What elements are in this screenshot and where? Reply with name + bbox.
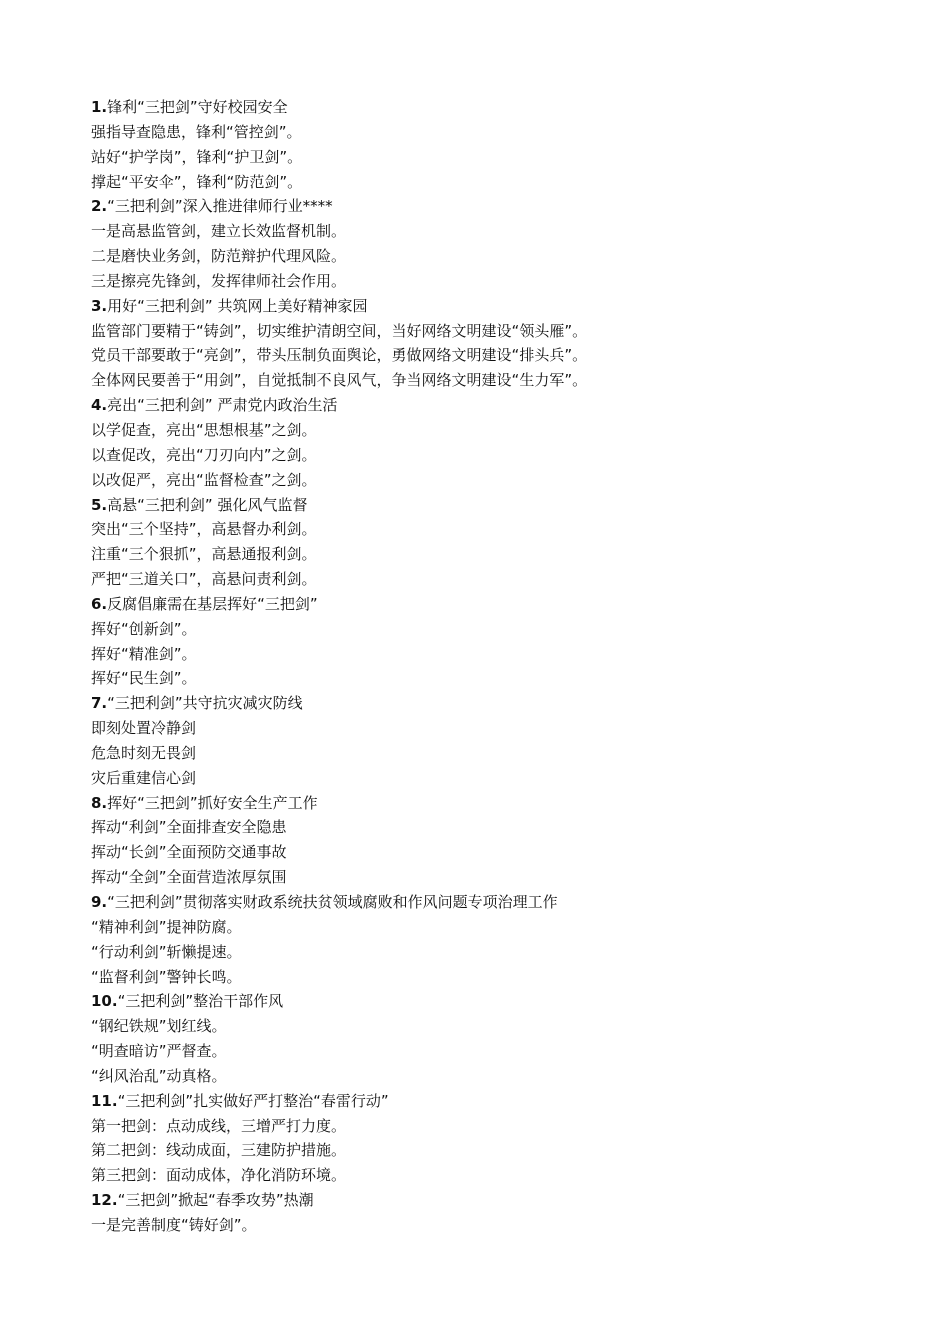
section-title: 挥好“三把剑”抓好安全生产工作 <box>107 793 318 812</box>
section-line: 灾后重建信心剑 <box>91 768 197 787</box>
section-number: 9. <box>91 893 108 911</box>
section-title: “三把利剑”共守抗灾减灾防线 <box>107 694 303 713</box>
section-line: “精神利剑”提神防腐。 <box>91 917 242 936</box>
section-line: 挥动“长剑”全面预防交通事故 <box>91 843 287 862</box>
section-line: 突出“三个坚持”，高悬督办利剑。 <box>91 520 317 539</box>
section-line: 第二把剑：线动成面，三建防护措施。 <box>91 1141 347 1160</box>
section-number: 5. <box>91 495 108 514</box>
section-line: 党员干部要敢于“亮剑”，带头压制负面舆论，勇做网络文明建设“排头兵”。 <box>91 346 588 365</box>
section-number: 3. <box>91 296 108 315</box>
section-line: 站好“护学岗”，锋利“护卫剑”。 <box>91 147 303 166</box>
section-number: 11. <box>91 1091 118 1110</box>
section-line: 第三把剑：面动成体，净化消防环境。 <box>91 1166 347 1185</box>
section-heading <box>91 989 891 1014</box>
section-line: 以学促查，亮出“思想根基”之剑。 <box>91 420 317 439</box>
section-line: 注重“三个狠抓”，高悬通报利剑。 <box>91 545 317 564</box>
section-line: 以查促改，亮出“刀刃向内”之剑。 <box>91 445 317 464</box>
section-line: 挥好“精准剑”。 <box>91 644 197 663</box>
section-heading <box>91 1089 891 1114</box>
section-heading <box>91 791 891 816</box>
section-title: “三把利剑”贯彻落实财政系统扶贫领域腐败和作风问题专项治理工作 <box>107 893 558 911</box>
section-line: 挥动“利剑”全面排查安全隐患 <box>91 818 287 837</box>
section-heading <box>91 194 891 219</box>
section-heading <box>91 95 891 120</box>
section-line: 三是擦亮先锋剑，发挥律师社会作用。 <box>91 271 347 290</box>
section-number: 7. <box>91 694 108 713</box>
section-line: 第一把剑：点动成线，三增严打力度。 <box>91 1116 347 1135</box>
section-heading <box>91 890 891 915</box>
section-title: 锋利“三把剑”守好校园安全 <box>107 98 288 116</box>
section-line: 危急时刻无畏剑 <box>91 743 197 762</box>
section-line: “明查暗访”严督查。 <box>91 1042 227 1061</box>
section-title: “三把利剑”扎实做好严打整治“春雷行动” <box>117 1091 389 1110</box>
section-line: 挥动“全剑”全面营造浓厚氛围 <box>91 868 287 887</box>
section-line: “纠风治乱”动真格。 <box>91 1066 227 1085</box>
section-line: 一是完善制度“铸好剑”。 <box>91 1215 257 1234</box>
section-heading <box>91 294 891 319</box>
section-title: 亮出“三把利剑” 严肃党内政治生活 <box>107 396 338 415</box>
document-body <box>91 95 891 1238</box>
section-number: 10. <box>91 992 118 1011</box>
section-line: “钢纪铁规”划红线。 <box>91 1017 227 1036</box>
section-line: 全体网民要善于“用剑”，自觉抵制不良风气，争当网络文明建设“生力军”。 <box>91 371 588 390</box>
section-number: 1. <box>91 98 108 116</box>
section-title: 用好“三把利剑” 共筑网上美好精神家园 <box>107 296 368 315</box>
section-title: “三把剑”掀起“春季攻势”热潮 <box>117 1191 314 1210</box>
section-title: “三把利剑”整治干部作风 <box>117 992 284 1011</box>
section-line: 挥好“创新剑”。 <box>91 619 197 638</box>
section-heading <box>91 493 891 518</box>
section-line: 严把“三道关口”，高悬问责利剑。 <box>91 570 317 589</box>
section-heading <box>91 1188 891 1213</box>
section-line: 撑起“平安伞”，锋利“防范剑”。 <box>91 172 303 191</box>
section-heading <box>91 691 891 716</box>
section-number: 12. <box>91 1191 118 1210</box>
section-line: 二是磨快业务剑，防范辩护代理风险。 <box>91 247 347 266</box>
section-line: 强指导查隐患，锋利“管控剑”。 <box>91 122 302 141</box>
section-number: 4. <box>91 396 108 415</box>
section-number: 2. <box>91 197 108 216</box>
section-line: 即刻处置冷静剑 <box>91 719 197 738</box>
section-line: 以改促严，亮出“监督检查”之剑。 <box>91 470 317 489</box>
section-line: 一是高悬监管剑，建立长效监督机制。 <box>91 222 347 241</box>
section-number: 8. <box>91 793 108 812</box>
section-heading <box>91 393 891 418</box>
section-line: 挥好“民生剑”。 <box>91 669 197 688</box>
section-title: “三把利剑”深入推进律师行业**** <box>107 197 333 216</box>
section-line: “行动利剑”斩懒提速。 <box>91 942 242 961</box>
section-title: 反腐倡廉需在基层挥好“三把剑” <box>107 594 318 613</box>
section-number: 6. <box>91 594 108 613</box>
section-heading <box>91 592 891 617</box>
section-line: “监督利剑”警钟长鸣。 <box>91 967 242 986</box>
section-line: 监管部门要精于“铸剑”，切实维护清朗空间，当好网络文明建设“领头雁”。 <box>91 321 588 340</box>
section-title: 高悬“三把利剑” 强化风气监督 <box>107 495 308 514</box>
